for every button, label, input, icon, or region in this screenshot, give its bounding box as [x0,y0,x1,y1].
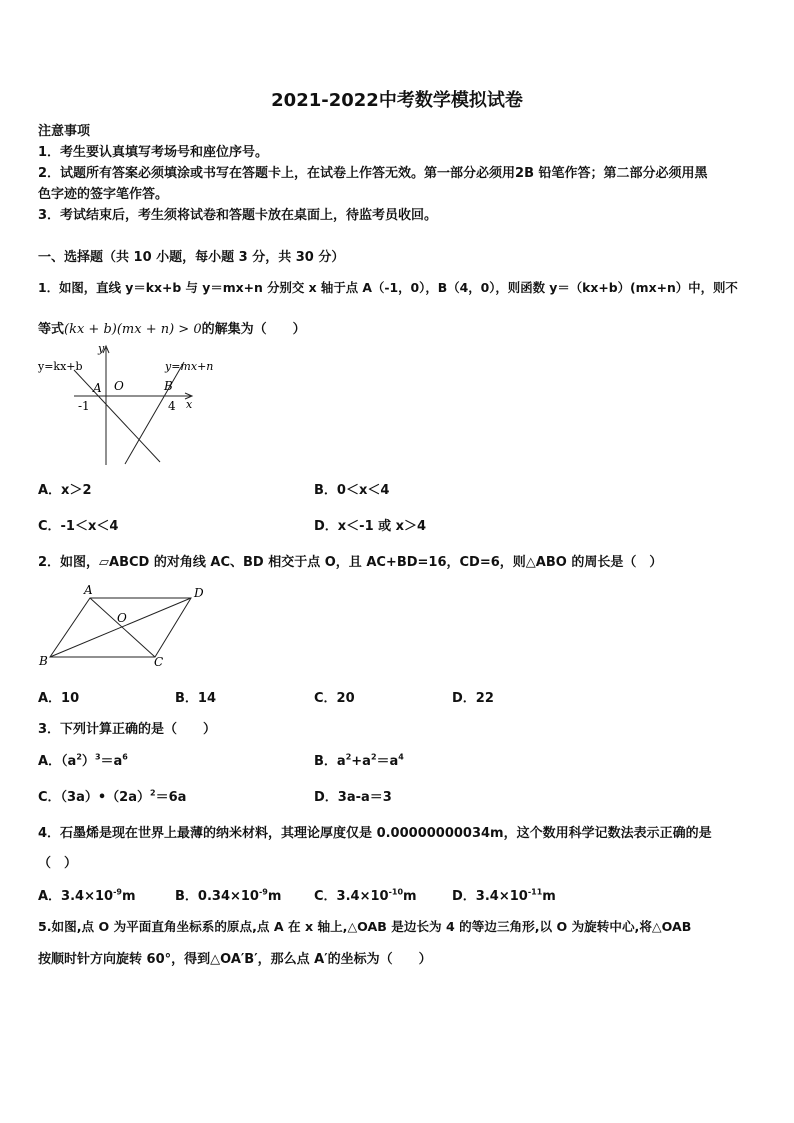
line-mx-n [125,362,184,464]
question-2-option-a[interactable]: A．10 [38,691,80,706]
option-a-exp: 3 [94,752,101,762]
option-b-part: B．a [314,754,346,769]
question-1-option-c[interactable]: C．-1＜x＜4 [38,519,119,534]
option-exp: -11 [527,887,543,897]
question-4-option-b[interactable] [175,885,281,904]
question-2-stem: 2．如图，▱ABCD 的对角线 AC、BD 相交于点 O，且 AC+BD=16，CD=6，则△ABO 的周长是（ ） [38,555,663,570]
notice-item: 1．考生要认真填写考场号和座位序号。 [38,145,269,160]
label-point-a: A [93,381,102,395]
question-1-suffix: 的解集为（ ） [201,322,306,337]
question-4-option-c[interactable] [314,885,417,904]
question-5-stem: 5.如图,点 O 为平面直角坐标系的原点,点 A 在 x 轴上,△OAB 是边长为 4 的等边三角形,以 O 为旋转中心,将△OAB [38,919,692,934]
option-b-exp: 2 [370,752,377,762]
option-exp: -9 [113,887,122,897]
notice-item: 2．试题所有答案必须填涂或书写在答题卡上，在试卷上作答无效。第一部分必须用2B 铅笔作答；第二部分必须用黑 [38,166,708,181]
option-base: A．3.4×10 [38,889,114,904]
option-exp: -9 [258,887,268,897]
option-a-exp: 2 [76,752,82,762]
option-c-part: ＝6a [155,790,187,805]
question-4-stem-line2: （ ） [38,856,78,871]
vertex-c: C [154,655,164,669]
page-title: 2021-2022中考数学模拟试卷 [271,90,523,111]
question-3-option-d[interactable]: D．3a-a＝3 [314,790,392,805]
vertex-d: D [194,586,204,600]
label-origin: O [114,379,124,393]
option-base: C．3.4×10 [314,889,389,904]
notice-item: 3．考试结束后，考生须将试卷和答题卡放在桌面上，待监考员收回。 [38,208,438,223]
question-1-figure [34,340,234,470]
option-base: D．3.4×10 [452,889,528,904]
vertex-a: A [84,583,93,597]
question-3-option-c[interactable] [38,786,186,805]
question-2-option-d[interactable]: D．22 [452,691,494,706]
notice-item: 色字迹的签字笔作答。 [38,187,169,202]
option-c-part: C．（3a）•（2a） [38,790,150,805]
section-heading: 一、选择题（共 10 小题，每小题 3 分，共 30 分） [38,250,345,265]
question-2-option-c[interactable]: C．20 [314,691,355,706]
option-unit: m [542,889,556,904]
diagonal-ac [90,598,155,657]
question-4-option-a[interactable] [38,885,136,904]
label-point-b: B [164,379,173,393]
option-b-exp: 2 [345,752,352,762]
notice-heading: 注意事项 [38,124,91,139]
tick-4: 4 [168,399,176,413]
option-unit: m [267,889,282,904]
option-b-part: +a [351,754,371,769]
diagonal-bd [50,598,191,657]
option-c-exp: 2 [150,788,156,798]
label-y-axis: y [98,342,105,355]
question-2-option-b[interactable]: B．14 [175,691,216,706]
option-exp: -10 [388,887,404,897]
label-y-mx-n: y=mx+n [165,360,214,373]
option-unit: m [121,889,136,904]
center-o: O [117,611,127,625]
option-b-part: ＝a [376,754,399,769]
question-4-stem: 4．石墨烯是现在世界上最薄的纳米材料，其理论厚度仅是 0.00000000034m，这个数用科学记数法表示正确的是 [38,826,712,841]
option-a-part: ） [81,754,95,769]
option-a-exp: 6 [122,752,128,762]
label-y-kx-b: y=kx+b [38,360,83,373]
tick-minus-1: -1 [78,399,90,413]
question-3-stem: 3．下列计算正确的是（ ） [38,722,217,737]
question-2-figure [34,580,214,672]
question-1-option-a[interactable]: A．x＞2 [38,483,92,498]
option-b-exp: 4 [398,752,404,762]
question-3-option-b[interactable] [314,750,404,769]
question-1-prefix: 等式 [38,322,65,337]
option-unit: m [403,889,417,904]
vertex-b: B [39,654,48,668]
option-base: B．0.34×10 [175,889,259,904]
label-x-axis: x [186,398,193,411]
question-1-stem: 1．如图，直线 y＝kx+b 与 y＝mx+n 分别交 x 轴于点 A（-1，0），B（4，0），则函数 y＝（kx+b）(mx+n）中，则不 [38,280,738,295]
question-1-option-d[interactable]: D．x＜-1 或 x＞4 [314,519,427,534]
question-5-stem-line2: 按顺时针方向旋转 60°，得到△OA′B′，那么点 A′的坐标为（ ） [38,952,432,967]
question-1-formula: (kx + b)(mx + n) > 0 [64,322,202,337]
option-a-part: ＝a [100,754,123,769]
question-4-option-d[interactable] [452,885,556,904]
question-1-stem-line2 [38,318,306,337]
option-a-part: A．（a [38,754,77,769]
question-3-option-a[interactable] [38,750,128,769]
question-1-option-b[interactable]: B．0＜x＜4 [314,483,390,498]
